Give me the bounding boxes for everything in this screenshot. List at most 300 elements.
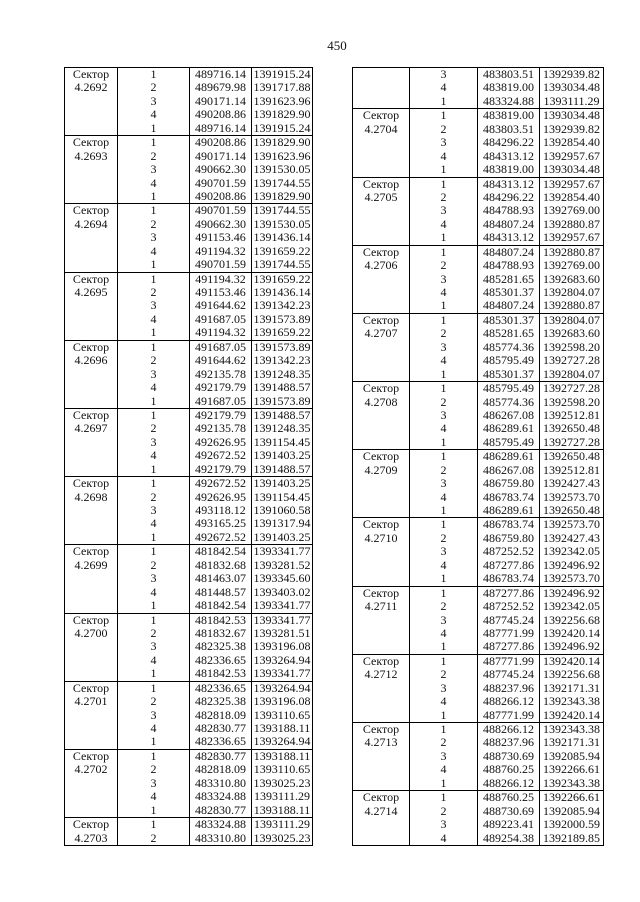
x-coordinate: 490662.30 (190, 218, 252, 231)
y-coordinate: 1392769.00 (543, 258, 600, 273)
table-row (410, 791, 603, 804)
table-row (410, 832, 603, 845)
table-row (118, 545, 312, 558)
y-coordinate: 1392256.68 (543, 612, 600, 627)
point-number: 2 (118, 627, 190, 640)
table-row (410, 136, 603, 149)
x-coordinate: 481842.53 (190, 667, 252, 680)
sector-group (65, 340, 312, 408)
point-number: 2 (410, 736, 478, 749)
sector-code: 4.2699 (74, 557, 108, 572)
sector-code: 4.2712 (364, 667, 398, 682)
y-coordinate: 1392880.87 (543, 216, 600, 231)
table-row (118, 559, 312, 572)
table-row (118, 313, 312, 326)
sector-label (65, 750, 118, 817)
sector-rows (118, 204, 312, 271)
sector-label (65, 682, 118, 749)
point-number: 1 (118, 818, 190, 831)
y-coordinate: 1392650.48 (543, 449, 600, 464)
point-number: 4 (410, 150, 478, 163)
point-number: 1 (118, 326, 190, 339)
y-coordinate: 1392496.92 (543, 585, 600, 600)
sector-code: 4.2701 (74, 694, 108, 709)
x-coordinate: 481842.54 (190, 545, 252, 558)
x-coordinate: 481842.53 (190, 614, 252, 627)
table-row (118, 682, 312, 695)
table-row (118, 722, 312, 735)
y-coordinate: 1392343.38 (543, 722, 600, 736)
sector-group (65, 749, 312, 817)
y-coordinate: 1393341.77 (253, 544, 311, 559)
table-row (118, 81, 312, 94)
table-row (118, 627, 312, 640)
sector-word: Сектор (72, 544, 110, 559)
table-row (410, 178, 603, 191)
y-coordinate: 1392496.92 (543, 557, 600, 572)
sector-code: 4.2714 (364, 803, 398, 818)
sector-word: Сектор (362, 244, 400, 259)
table-row (410, 818, 603, 831)
y-coordinate: 1393034.48 (543, 80, 600, 95)
point-number: 3 (410, 409, 478, 422)
x-coordinate: 484807.24 (478, 246, 540, 259)
y-coordinate: 1391717.88 (253, 80, 311, 95)
table-row (410, 109, 603, 122)
point-number: 1 (118, 395, 190, 408)
y-coordinate: 1393110.65 (253, 707, 311, 722)
table-row (410, 422, 603, 435)
table-row (118, 491, 312, 504)
point-number: 1 (410, 231, 478, 244)
x-coordinate: 491644.62 (190, 354, 252, 367)
x-coordinate: 481832.68 (190, 559, 252, 572)
sector-rows (410, 518, 603, 585)
x-coordinate: 487277.86 (478, 640, 540, 653)
table-row (410, 409, 603, 422)
table-row (118, 832, 312, 845)
x-coordinate: 484313.12 (478, 178, 540, 191)
table-row (410, 572, 603, 585)
y-coordinate: 1392804.07 (543, 285, 600, 299)
table-row (118, 804, 312, 817)
table-row (118, 354, 312, 367)
x-coordinate: 490701.59 (190, 258, 252, 271)
sector-label (65, 477, 118, 544)
y-coordinate: 1392189.85 (543, 830, 600, 845)
point-number: 1 (410, 299, 478, 312)
point-number: 3 (118, 777, 190, 790)
point-number: 1 (410, 640, 478, 653)
sector-code: 4.2707 (364, 326, 398, 341)
x-coordinate: 490208.86 (190, 136, 252, 149)
y-coordinate: 1391248.35 (253, 421, 311, 436)
x-coordinate: 484807.24 (478, 218, 540, 231)
point-number: 3 (410, 614, 478, 627)
sector-code: 4.2713 (364, 735, 398, 750)
x-coordinate: 487252.52 (478, 545, 540, 558)
table-row (410, 723, 603, 736)
x-coordinate: 483819.00 (478, 109, 540, 122)
point-number: 1 (410, 178, 478, 191)
y-coordinate: 1393341.77 (253, 598, 311, 613)
x-coordinate: 483819.00 (478, 163, 540, 176)
y-coordinate: 1391623.96 (253, 93, 311, 108)
x-coordinate: 486267.08 (478, 409, 540, 422)
point-number: 4 (410, 627, 478, 640)
point-number: 1 (118, 136, 190, 149)
page-number: 450 (327, 38, 347, 53)
sector-group (353, 790, 603, 845)
y-coordinate: 1391403.25 (253, 448, 311, 463)
x-coordinate: 489254.38 (478, 832, 540, 845)
y-coordinate: 1392650.48 (543, 503, 600, 517)
point-number: 1 (118, 667, 190, 680)
table-row (118, 190, 312, 203)
table-row (118, 286, 312, 299)
table-row (118, 381, 312, 394)
table-row (118, 531, 312, 544)
point-number: 2 (410, 396, 478, 409)
table-row (410, 805, 603, 818)
y-coordinate: 1393034.48 (543, 108, 600, 123)
y-coordinate: 1392769.00 (543, 203, 600, 218)
sector-word: Сектор (72, 476, 110, 491)
point-number: 1 (118, 68, 190, 81)
x-coordinate: 492672.52 (190, 477, 252, 490)
table-row (118, 735, 312, 748)
y-coordinate: 1392804.07 (543, 366, 600, 381)
y-coordinate: 1393111.29 (253, 789, 311, 804)
point-number: 3 (410, 204, 478, 217)
x-coordinate: 485795.49 (478, 436, 540, 449)
table-row (410, 709, 603, 722)
sector-word: Сектор (72, 612, 110, 627)
x-coordinate: 488266.12 (478, 695, 540, 708)
x-coordinate: 486289.61 (478, 504, 540, 517)
sector-code: 4.2711 (364, 599, 398, 614)
table-row (410, 314, 603, 327)
y-coordinate: 1393025.23 (253, 830, 311, 845)
sector-label (353, 68, 410, 108)
sector-word: Сектор (72, 67, 110, 81)
x-coordinate: 485774.36 (478, 396, 540, 409)
table-row (410, 464, 603, 477)
point-number: 1 (410, 723, 478, 736)
point-number: 1 (410, 450, 478, 463)
sector-code: 4.2695 (74, 285, 108, 299)
sector-rows (118, 818, 312, 845)
y-coordinate: 1393188.11 (253, 802, 311, 817)
x-coordinate: 492626.95 (190, 436, 252, 449)
point-number: 4 (410, 354, 478, 367)
y-coordinate: 1391403.25 (253, 529, 311, 544)
sector-code: 4.2706 (364, 258, 398, 273)
table-row (118, 599, 312, 612)
point-number: 3 (118, 299, 190, 312)
table-row (118, 763, 312, 776)
x-coordinate: 483310.80 (190, 832, 252, 845)
x-coordinate: 491687.05 (190, 395, 252, 408)
x-coordinate: 486783.74 (478, 491, 540, 504)
x-coordinate: 492179.79 (190, 463, 252, 476)
point-number: 4 (118, 108, 190, 121)
y-coordinate: 1392957.67 (543, 176, 600, 191)
point-number: 2 (410, 259, 478, 272)
y-coordinate: 1392085.94 (543, 803, 600, 818)
x-coordinate: 491687.05 (190, 313, 252, 326)
table-row (118, 326, 312, 339)
sector-code: 4.2710 (364, 530, 398, 545)
sector-label (65, 68, 118, 135)
x-coordinate: 485795.49 (478, 354, 540, 367)
table-row (410, 587, 603, 600)
point-number: 1 (410, 368, 478, 381)
sector-label (353, 723, 410, 790)
x-coordinate: 482830.77 (190, 804, 252, 817)
y-coordinate: 1393281.52 (253, 557, 311, 572)
table-row (410, 655, 603, 668)
point-number: 4 (410, 81, 478, 94)
point-number: 1 (118, 545, 190, 558)
sector-rows (410, 68, 603, 108)
sector-word: Сектор (72, 339, 110, 354)
y-coordinate: 1392683.60 (543, 271, 600, 286)
sector-code: 4.2698 (74, 489, 108, 504)
sector-label (353, 587, 410, 654)
x-coordinate: 488237.96 (478, 736, 540, 749)
x-coordinate: 491687.05 (190, 341, 252, 354)
sector-rows (410, 178, 603, 245)
x-coordinate: 488237.96 (478, 682, 540, 695)
point-number: 1 (410, 314, 478, 327)
table-row (410, 259, 603, 272)
sector-rows (118, 68, 312, 135)
point-number: 4 (118, 177, 190, 190)
x-coordinate: 488730.69 (478, 750, 540, 763)
sector-group (353, 245, 603, 313)
point-number: 2 (118, 150, 190, 163)
x-coordinate: 490701.59 (190, 177, 252, 190)
point-number: 4 (118, 245, 190, 258)
x-coordinate: 486759.80 (478, 477, 540, 490)
point-number: 1 (410, 109, 478, 122)
x-coordinate: 490171.14 (190, 95, 252, 108)
table-row (410, 682, 603, 695)
y-coordinate: 1391488.57 (253, 407, 311, 422)
y-coordinate: 1392727.28 (543, 381, 600, 396)
sector-group (353, 381, 603, 449)
point-number: 3 (118, 95, 190, 108)
point-number: 4 (118, 654, 190, 667)
sector-group (353, 722, 603, 790)
point-number: 2 (410, 600, 478, 613)
point-number: 1 (410, 518, 478, 531)
point-number: 4 (410, 695, 478, 708)
table-row (410, 559, 603, 572)
sector-code: 4.2696 (74, 353, 108, 368)
sector-label (353, 246, 410, 313)
y-coordinate: 1392343.38 (543, 694, 600, 709)
x-coordinate: 486289.61 (478, 450, 540, 463)
point-number: 2 (118, 218, 190, 231)
x-coordinate: 482325.38 (190, 695, 252, 708)
point-number: 1 (410, 709, 478, 722)
table-row (410, 545, 603, 558)
table-row (410, 246, 603, 259)
x-coordinate: 483324.88 (478, 95, 540, 108)
y-coordinate: 1392573.70 (543, 517, 600, 532)
table-row (118, 654, 312, 667)
point-number: 1 (118, 735, 190, 748)
y-coordinate: 1392427.43 (543, 530, 600, 545)
x-coordinate: 487277.86 (478, 559, 540, 572)
y-coordinate: 1392171.31 (543, 735, 600, 750)
table-row (410, 273, 603, 286)
y-coordinate: 1392650.48 (543, 421, 600, 436)
table-row (118, 136, 312, 149)
x-coordinate: 487252.52 (478, 600, 540, 613)
sector-word: Сектор (362, 790, 400, 805)
y-coordinate: 1391530.05 (253, 216, 311, 231)
x-coordinate: 492179.79 (190, 381, 252, 394)
coordinates-table-left (64, 67, 313, 846)
sector-label (65, 273, 118, 340)
table-row (410, 354, 603, 367)
point-number: 2 (118, 422, 190, 435)
table-row (410, 518, 603, 531)
y-coordinate: 1392957.67 (543, 148, 600, 163)
table-row (118, 395, 312, 408)
sector-rows (410, 314, 603, 381)
y-coordinate: 1392598.20 (543, 339, 600, 354)
x-coordinate: 487745.24 (478, 614, 540, 627)
y-coordinate: 1392266.61 (543, 762, 600, 777)
y-coordinate: 1392512.81 (543, 407, 600, 422)
point-number: 1 (410, 655, 478, 668)
table-row (410, 81, 603, 94)
x-coordinate: 482336.65 (190, 735, 252, 748)
point-number: 4 (410, 559, 478, 572)
sector-group (65, 613, 312, 681)
y-coordinate: 1392804.07 (543, 312, 600, 327)
y-coordinate: 1392343.38 (543, 775, 600, 790)
y-coordinate: 1392880.87 (543, 298, 600, 313)
x-coordinate: 482830.77 (190, 750, 252, 763)
x-coordinate: 483310.80 (190, 777, 252, 790)
y-coordinate: 1392342.05 (543, 599, 600, 614)
sector-group (65, 68, 312, 135)
x-coordinate: 481463.07 (190, 572, 252, 585)
point-number: 1 (118, 804, 190, 817)
sector-label (65, 136, 118, 203)
sector-word: Сектор (72, 817, 110, 832)
x-coordinate: 488730.69 (478, 805, 540, 818)
table-row (410, 368, 603, 381)
x-coordinate: 485281.65 (478, 327, 540, 340)
x-coordinate: 489223.41 (478, 818, 540, 831)
sector-rows (410, 655, 603, 722)
x-coordinate: 483803.51 (478, 68, 540, 81)
point-number: 1 (118, 204, 190, 217)
table-row (118, 108, 312, 121)
table-row (410, 750, 603, 763)
sector-rows (118, 341, 312, 408)
table-row (410, 763, 603, 776)
point-number: 1 (410, 572, 478, 585)
y-coordinate: 1391488.57 (253, 380, 311, 395)
y-coordinate: 1393345.60 (253, 571, 311, 586)
point-number: 1 (118, 599, 190, 612)
y-coordinate: 1393110.65 (253, 762, 311, 777)
sector-group (65, 135, 312, 203)
sector-word: Сектор (72, 203, 110, 218)
point-number: 4 (410, 422, 478, 435)
y-coordinate: 1391342.23 (253, 298, 311, 313)
x-coordinate: 484807.24 (478, 299, 540, 312)
sector-rows (410, 587, 603, 654)
sector-rows (118, 545, 312, 612)
y-coordinate: 1391342.23 (253, 353, 311, 368)
y-coordinate: 1391659.22 (253, 325, 311, 340)
y-coordinate: 1393034.48 (543, 162, 600, 177)
table-row (410, 231, 603, 244)
x-coordinate: 481842.54 (190, 599, 252, 612)
table-row (410, 123, 603, 136)
y-coordinate: 1392939.82 (543, 67, 600, 81)
x-coordinate: 486289.61 (478, 422, 540, 435)
x-coordinate: 486783.74 (478, 518, 540, 531)
point-number: 1 (118, 750, 190, 763)
sector-rows (118, 750, 312, 817)
point-number: 1 (410, 587, 478, 600)
point-number: 1 (118, 531, 190, 544)
sector-word: Сектор (362, 585, 400, 600)
point-number: 1 (410, 791, 478, 804)
table-row (410, 614, 603, 627)
table-row (410, 695, 603, 708)
sector-label (353, 655, 410, 722)
table-row (118, 449, 312, 462)
x-coordinate: 484296.22 (478, 191, 540, 204)
sector-rows (410, 109, 603, 176)
y-coordinate: 1391060.58 (253, 503, 311, 517)
table-row (118, 422, 312, 435)
table-row (118, 586, 312, 599)
x-coordinate: 491194.32 (190, 245, 252, 258)
table-row (410, 477, 603, 490)
sector-rows (118, 614, 312, 681)
sector-label (65, 545, 118, 612)
x-coordinate: 486267.08 (478, 464, 540, 477)
sector-code: 4.2692 (74, 80, 108, 95)
y-coordinate: 1391436.14 (253, 230, 311, 245)
point-number: 4 (410, 491, 478, 504)
table-row (118, 95, 312, 108)
y-coordinate: 1393111.29 (543, 93, 600, 108)
point-number: 4 (118, 313, 190, 326)
table-row (118, 695, 312, 708)
x-coordinate: 489679.98 (190, 81, 252, 94)
y-coordinate: 1392512.81 (543, 462, 600, 477)
sector-rows (410, 246, 603, 313)
sector-group (65, 408, 312, 476)
y-coordinate: 1392957.67 (543, 230, 600, 245)
sector-group (353, 517, 603, 585)
x-coordinate: 485301.37 (478, 368, 540, 381)
table-row (410, 777, 603, 790)
sector-group (65, 476, 312, 544)
